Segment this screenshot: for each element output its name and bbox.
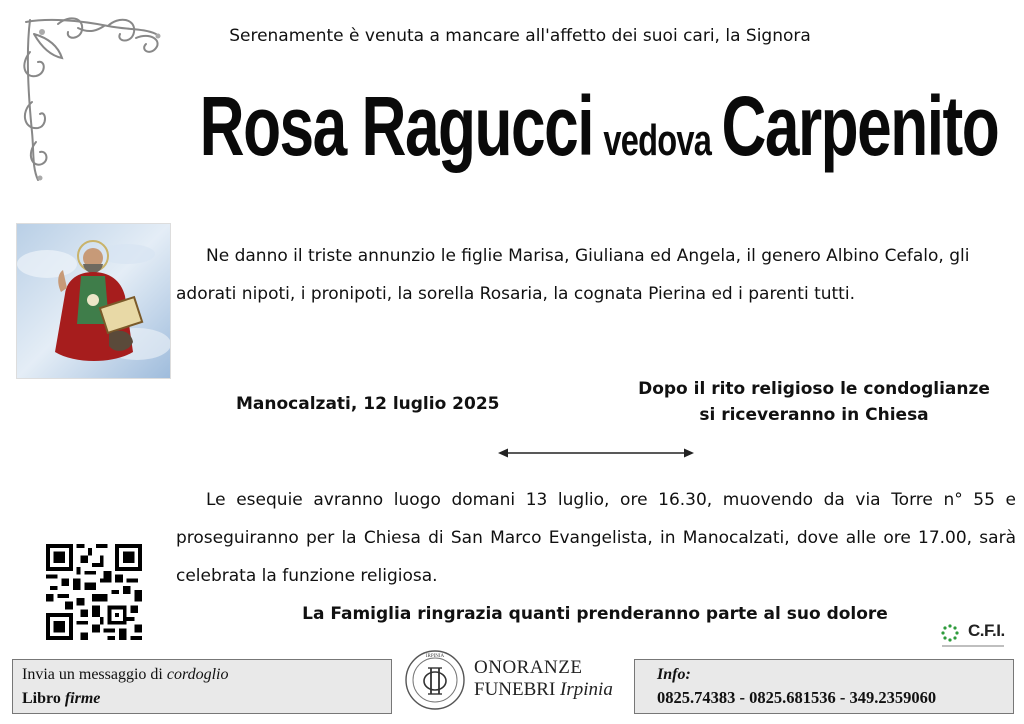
send-condolence-link[interactable]: Invia un messaggio di cordoglio	[22, 666, 229, 683]
guestbook-link[interactable]: Libro firme	[22, 690, 101, 707]
info-box	[634, 659, 1014, 714]
deceased-first-name: Rosa Ragucci	[199, 79, 593, 173]
agency-seal-text: IRPINIA	[425, 654, 445, 659]
condolence-message-box[interactable]	[12, 659, 392, 714]
family-thanks: La Famiglia ringrazia quanti prenderanno parte al suo dolore	[302, 604, 888, 624]
name-connector: vedova	[603, 116, 712, 165]
condolences-line-2: si riceveranno in Chiesa	[699, 405, 929, 425]
announcement-text: Ne danno il triste annunzio le figlie Marisa, Giuliana ed Angela, il genero Albino Cefalo, gli adorati nipoti, i pronipoti, la sorella Rosaria, la cognata Pierina ed i parenti tutti.	[176, 246, 970, 304]
deceased-last-name: Carpenito	[721, 79, 999, 173]
condolences-line-1: Dopo il rito religioso le condoglianze	[638, 379, 990, 399]
phone-numbers: 0825.74383 - 0825.681536 - 349.2359060	[657, 688, 937, 707]
info-label: Info:	[657, 666, 691, 683]
agency-seal-icon	[404, 648, 466, 712]
intro-text: Serenamente è venuta a mancare all'affetto dei suoi cari, la Signora	[229, 26, 811, 46]
condolences-note	[604, 376, 1024, 428]
double-arrow-icon	[496, 446, 696, 460]
deceased-name	[155, 78, 1024, 175]
qr-code-icon[interactable]	[46, 544, 142, 640]
cfi-logo-text: C.F.I.	[968, 621, 1005, 640]
saint-image-icon	[16, 223, 171, 379]
agency-name-line-1: ONORANZE	[474, 657, 583, 678]
funeral-details: Le esequie avranno luogo domani 13 luglio, ore 16.30, muovendo da via Torre n° 55 e proseguiranno per la Chiesa di San Marco Evangelista, in Manocalzati, dove alle ore 17.00, sarà celebrata la funzione religiosa.	[176, 490, 1016, 586]
place-date: Manocalzati, 12 luglio 2025	[236, 394, 500, 414]
agency-name-line-2: FUNEBRI Irpinia	[474, 679, 613, 700]
